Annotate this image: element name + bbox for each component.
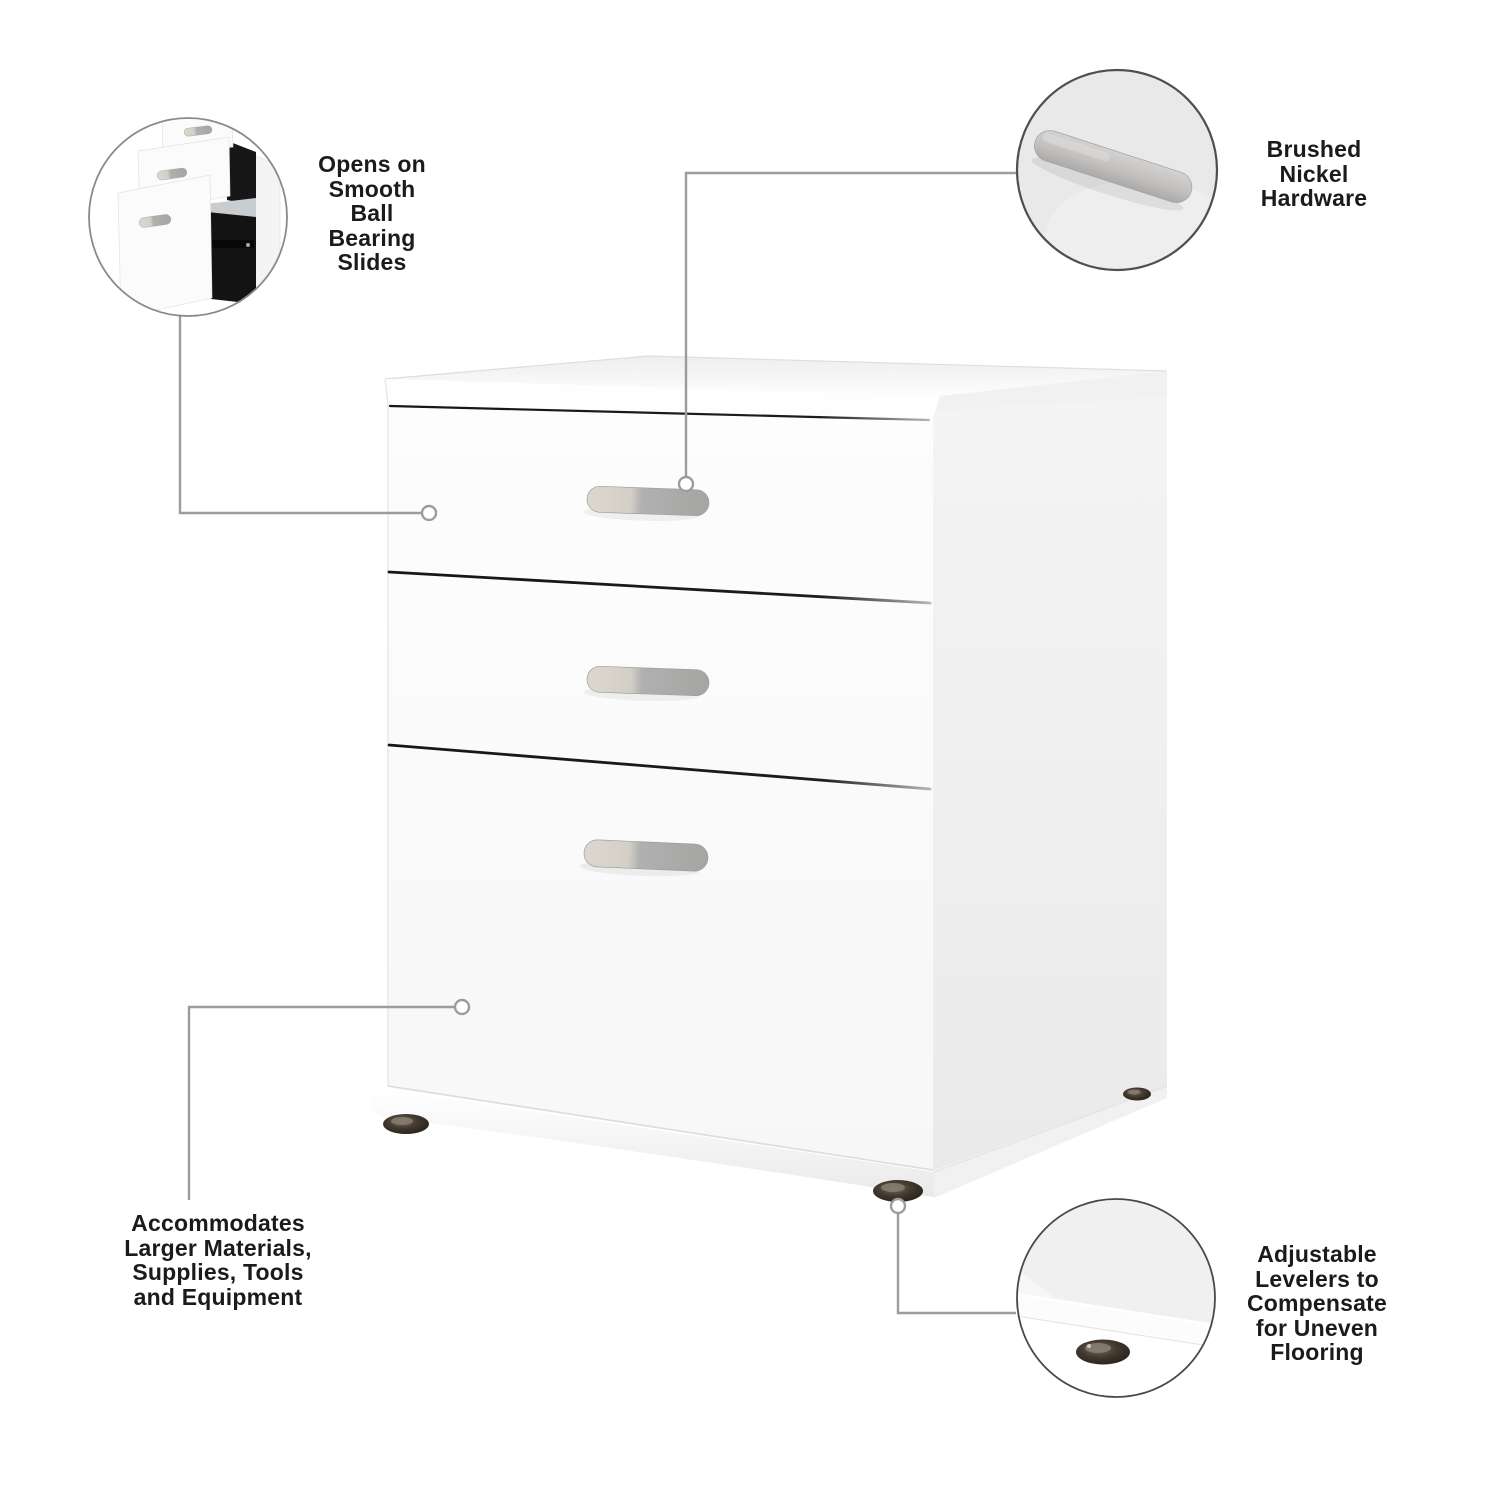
drawer-handle-1 [583, 486, 709, 523]
callout-line: Levelers to [1255, 1265, 1379, 1292]
callout-line: Adjustable [1257, 1241, 1377, 1267]
callout-line: Compensate [1246, 1290, 1388, 1316]
callout-line: Brushed [1266, 136, 1362, 162]
callout-line: Bearing [328, 224, 416, 251]
callout-text-hardware [1194, 137, 1434, 211]
cabinet-side-panel [933, 396, 1167, 1171]
callout-circle-levelers [1016, 1196, 1216, 1397]
leader-line-levelers [898, 1214, 1016, 1313]
callout-text-slides [252, 152, 492, 275]
callout-text-capacity [98, 1211, 338, 1309]
leader-endpoint-ring-slides [422, 506, 436, 520]
callout-line: Smooth [328, 175, 416, 202]
callout-line: Hardware [1260, 185, 1368, 211]
cabinet-left-edge [385, 379, 388, 1087]
callout-line: and Equipment [133, 1283, 303, 1310]
drawer-handle-2 [583, 666, 709, 703]
leader-line-slides [180, 315, 421, 513]
leader-endpoint-ring-capacity [455, 1000, 469, 1014]
callout-line: for Uneven [1255, 1314, 1379, 1341]
leveler-foot-back-right [1123, 1088, 1151, 1101]
callout-text-levelers [1197, 1242, 1437, 1365]
callout-line: Nickel [1279, 160, 1349, 187]
callout-line: Opens on [318, 151, 426, 177]
leader-endpoint-ring-levelers [891, 1199, 905, 1213]
callout-line: Ball [350, 200, 394, 226]
callout-line: Supplies, Tools [132, 1259, 304, 1285]
leveler-foot-front-left [383, 1114, 429, 1134]
callout-line: Larger Materials, [124, 1234, 312, 1261]
callout-line: Flooring [1270, 1339, 1364, 1365]
callout-line: Accommodates [131, 1210, 305, 1236]
leader-endpoint-ring-hardware [679, 477, 693, 491]
cabinet [372, 356, 1167, 1202]
callout-line: Slides [337, 249, 407, 275]
